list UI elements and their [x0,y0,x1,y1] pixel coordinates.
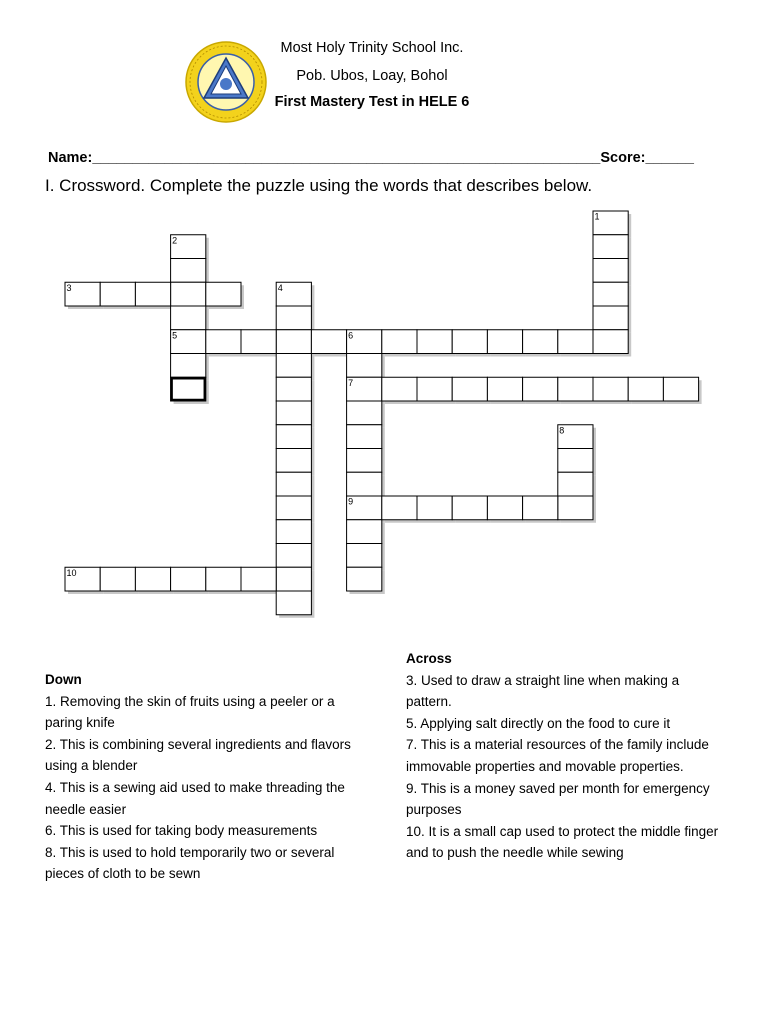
crossword-cell[interactable] [276,520,311,544]
crossword-cell[interactable] [417,377,452,401]
clue-number-10: 10 [66,567,77,578]
crossword-cell[interactable] [347,449,382,473]
crossword-cell[interactable] [593,330,628,354]
test-title: First Mastery Test in HELE 6 [274,94,470,110]
crossword-cell[interactable] [276,306,311,330]
across-clue: 5. Applying salt directly on the food to cure it [406,715,671,731]
crossword-cell[interactable] [171,377,206,401]
score-label: Score: [600,150,646,166]
crossword-cell[interactable] [206,330,241,354]
crossword-cell[interactable] [663,377,698,401]
crossword-cell[interactable] [276,567,311,591]
down-clue: 1. Removing the skin of fruits using a peeler or a paring knife [45,693,335,731]
down-heading: Down [45,672,82,687]
across-clue: 7. This is a material resources of the family include immovable properties and movable properties. [406,737,709,774]
crossword-cell[interactable] [276,401,311,425]
down-clue: 4. This is a sewing aid used to make threading the needle easier [45,779,345,817]
crossword-cell[interactable] [135,282,170,306]
clue-number-3: 3 [66,282,72,293]
crossword-cell[interactable] [452,496,487,520]
across-clues [406,648,728,864]
down-clue: 2. This is combining several ingredients and flavors using a blender [45,736,351,774]
crossword-cell[interactable] [558,449,593,473]
across-clue: 9. This is a money saved per month for emergency purposes [406,780,710,818]
crossword-cell[interactable] [135,567,170,591]
across-clue: 3. Used to draw a straight line when making a pattern. [406,672,680,710]
crossword-cell[interactable] [347,401,382,425]
crossword-cell[interactable] [276,544,311,568]
crossword-cell[interactable] [276,449,311,473]
down-clue: 8. This is used to hold temporarily two or several pieces of cloth to be sewn [45,844,335,882]
crossword-cell[interactable] [452,377,487,401]
crossword-cell[interactable] [241,567,276,591]
crossword-cell[interactable] [206,567,241,591]
crossword-cell[interactable] [452,330,487,354]
crossword-cell[interactable] [382,377,417,401]
crossword-cell[interactable] [628,377,663,401]
crossword-cell[interactable] [382,330,417,354]
crossword-cell[interactable] [558,377,593,401]
crossword-cell[interactable] [347,567,382,591]
crossword-cell[interactable] [347,354,382,378]
crossword-cell[interactable] [276,591,311,615]
name-blank[interactable]: _______________________________________________________________ [92,150,601,166]
crossword-cell[interactable] [487,377,522,401]
crossword-cell[interactable] [593,235,628,259]
crossword-cell[interactable] [276,425,311,449]
crossword-cell[interactable] [487,496,522,520]
crossword-cell[interactable] [593,377,628,401]
clue-number-6: 6 [348,330,354,341]
crossword-cell[interactable] [558,496,593,520]
crossword-cell[interactable] [558,472,593,496]
clue-number-7: 7 [348,377,354,388]
clue-number-4: 4 [277,282,283,293]
crossword-cell[interactable] [347,544,382,568]
crossword-cell[interactable] [523,496,558,520]
crossword-cell[interactable] [276,496,311,520]
crossword-cell[interactable] [558,330,593,354]
crossword-cell[interactable] [523,377,558,401]
crossword-cell[interactable] [487,330,522,354]
crossword-cell[interactable] [276,377,311,401]
across-clue: 10. It is a small cap used to protect the middle finger and to push the needle while sewing [406,823,719,861]
crossword-cell[interactable] [276,354,311,378]
clue-number-1: 1 [594,211,600,222]
clue-number-8: 8 [559,425,565,436]
down-clue: 6. This is used for taking body measurements [45,823,318,839]
clue-number-5: 5 [172,330,178,341]
clue-number-2: 2 [172,235,178,246]
crossword-cell[interactable] [100,282,135,306]
crossword-cell[interactable] [206,282,241,306]
crossword-cell[interactable] [171,282,206,306]
crossword-cell[interactable] [171,259,206,283]
down-clues [45,669,365,885]
crossword-cell[interactable] [523,330,558,354]
crossword-cell[interactable] [276,472,311,496]
crossword-cell[interactable] [171,354,206,378]
crossword-cell[interactable] [347,472,382,496]
crossword-cell[interactable] [171,306,206,330]
crossword-cell[interactable] [417,330,452,354]
crossword-cell[interactable] [241,330,276,354]
crossword-cell[interactable] [593,259,628,283]
crossword-cell[interactable] [347,520,382,544]
school-name: Most Holy Trinity School Inc. [280,40,464,56]
score-blank[interactable]: ______ [645,150,694,166]
crossword-cell[interactable] [171,567,206,591]
crossword-cell[interactable] [382,496,417,520]
name-label: Name: [48,150,93,166]
crossword-cell[interactable] [417,496,452,520]
crossword-cell[interactable] [311,330,346,354]
instruction-text: I. Crossword. Complete the puzzle using the words that describes below. [45,176,593,195]
crossword-cell[interactable] [100,567,135,591]
crossword-cell[interactable] [593,282,628,306]
crossword-cell[interactable] [276,330,311,354]
clue-number-9: 9 [348,496,354,507]
school-address: Pob. Ubos, Loay, Bohol [296,68,448,84]
crossword-cell[interactable] [347,425,382,449]
crossword-cell[interactable] [593,306,628,330]
across-heading: Across [406,651,452,666]
